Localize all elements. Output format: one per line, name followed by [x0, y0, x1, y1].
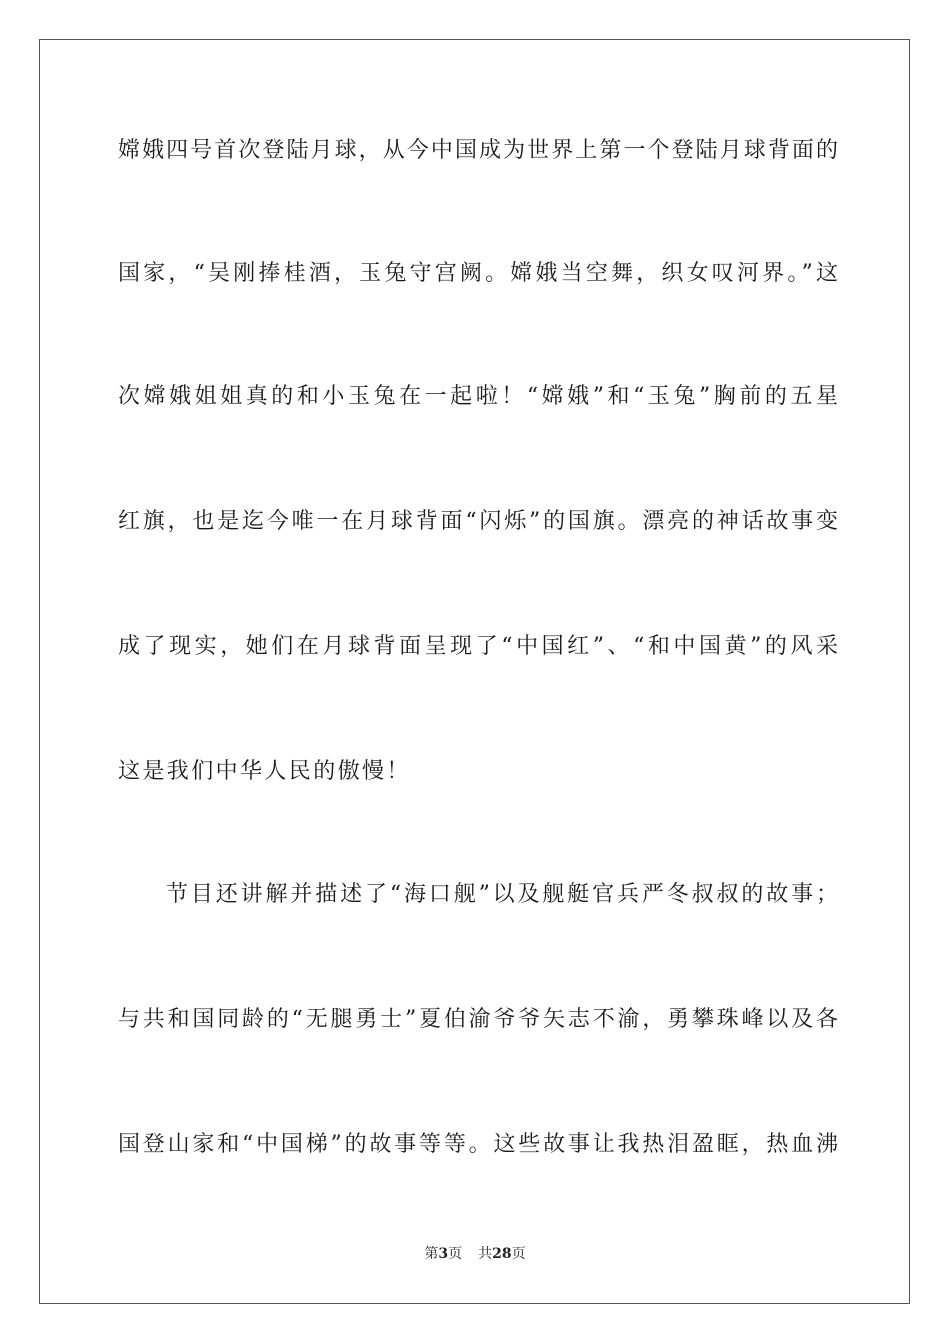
body-line-4: 红旗，也是迄今唯一在月球背面“闪烁”的国旗。漂亮的神话故事变: [118, 509, 838, 534]
body-line-3: 次嫦娥姐姐真的和小玉兔在一起啦！“嫦娥”和“玉兔”胸前的五星: [118, 384, 838, 409]
footer-total-suffix: 页: [511, 1246, 526, 1262]
body-line-6: 这是我们中华人民的傲慢！: [118, 759, 411, 784]
body-line-2: 国家，“吴刚捧桂酒，玉兔守宫阙。嫦娥当空舞，织女叹河界。”这: [118, 261, 838, 286]
page-footer: [0, 1245, 950, 1263]
footer-page-suffix: 页: [448, 1246, 463, 1262]
footer-total-prefix: 共: [478, 1246, 493, 1262]
footer-page-number: 3: [438, 1246, 449, 1262]
body-line-9: 国登山家和“中国梯”的故事等等。这些故事让我热泪盈眶，热血沸: [118, 1132, 838, 1157]
body-line-8: 与共和国同龄的“无腿勇士”夏伯渝爷爷矢志不渝，勇攀珠峰以及各: [118, 1007, 838, 1032]
body-line-1: 嫦娥四号首次登陆月球，从今中国成为世界上第一个登陆月球背面的: [118, 138, 838, 163]
body-line-5: 成了现实，她们在月球背面呈现了“中国红”、“和中国黄”的风采: [118, 634, 838, 659]
body-line-7: 节目还讲解并描述了“海口舰”以及舰艇官兵严冬叔叔的故事；: [166, 882, 838, 907]
page-border: [39, 39, 910, 1304]
footer-prefix: 第: [424, 1246, 439, 1262]
footer-total-pages: 28: [492, 1246, 512, 1262]
